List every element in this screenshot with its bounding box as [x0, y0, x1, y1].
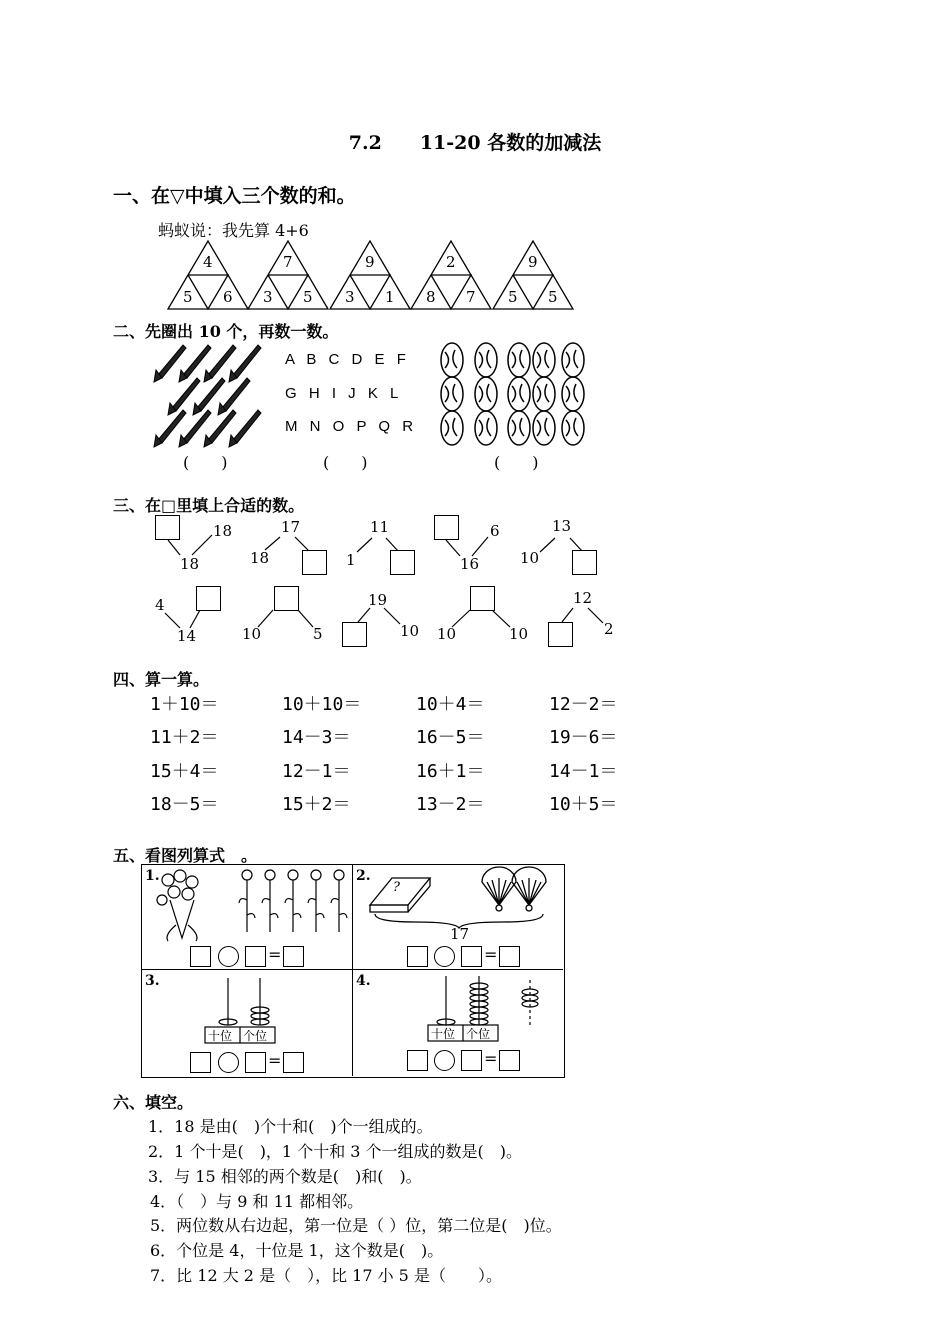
- carrot-icon: [193, 378, 225, 415]
- triangle-4: [411, 241, 491, 309]
- tri2-left: 3: [263, 288, 273, 306]
- calc-r2c3: 16－5＝: [416, 727, 485, 748]
- calc-r1c1: 1＋10＝: [150, 694, 219, 715]
- bond8-top: 19: [368, 591, 388, 609]
- triangle-2: [248, 241, 328, 309]
- bond3-top: 11: [370, 518, 390, 536]
- section-4-heading: 四、算一算。: [113, 670, 210, 689]
- bond4-a: 6: [490, 522, 500, 540]
- bond9-left: 10: [437, 625, 457, 643]
- p3-box-2[interactable]: [245, 1052, 266, 1073]
- panel-1-label: 1.: [145, 868, 160, 884]
- section-6-heading: 六、填空。: [113, 1093, 194, 1112]
- bond1-a: 18: [213, 522, 233, 540]
- tri3-top: 9: [365, 253, 375, 271]
- p4-box-3[interactable]: [499, 1050, 520, 1071]
- tens-label-4: 十位: [431, 1027, 456, 1041]
- calc-r2c2: 14－3＝: [282, 727, 351, 748]
- p4-equals: =: [484, 1049, 498, 1068]
- calc-r4c1: 18－5＝: [150, 794, 219, 815]
- letters-row-3: M N O P Q R: [285, 418, 418, 435]
- p2-box-3[interactable]: [499, 946, 520, 967]
- bond2-left: 18: [250, 549, 270, 567]
- bond7-right: 5: [313, 625, 323, 643]
- tri5-top: 9: [528, 253, 538, 271]
- carrot-icon: [154, 410, 186, 447]
- calc-r3c3: 16＋1＝: [416, 761, 485, 782]
- p1-box-2[interactable]: [245, 946, 266, 967]
- tri3-right: 1: [385, 288, 395, 306]
- total-17: 17: [450, 925, 470, 943]
- p2-box-1[interactable]: [407, 946, 428, 967]
- peanut-icon: [562, 411, 584, 445]
- calc-r3c4: 14－1＝: [549, 761, 618, 782]
- bond10-top: 12: [573, 589, 593, 607]
- ant-hint: 蚂蚁说：我先算 4+6: [158, 221, 309, 240]
- calc-r3c1: 15＋4＝: [150, 761, 219, 782]
- tri5-left: 5: [508, 288, 518, 306]
- triangle-3: [330, 241, 410, 309]
- section-2-heading: 二、先圈出 10 个，再数一数。: [113, 322, 339, 341]
- calc-r4c2: 15＋2＝: [282, 794, 351, 815]
- bond7-box[interactable]: [274, 586, 299, 611]
- tri5-right: 5: [548, 288, 558, 306]
- peanut-icon: [508, 343, 530, 377]
- tri2-right: 5: [303, 288, 313, 306]
- carrot-icon: [179, 345, 211, 382]
- p4-operator-circle[interactable]: [434, 1050, 455, 1071]
- bond1-box[interactable]: [155, 515, 180, 540]
- fill-item-1: 1．18 是由( )个十和( )个一组成的。: [148, 1117, 433, 1136]
- fill-item-2: 2．1 个十是( )，1 个十和 3 个一组成的数是( )。: [148, 1142, 523, 1161]
- fill-item-6: 6．个位是 4，十位是 1，这个数是( )。: [150, 1241, 444, 1260]
- triangle-1: [168, 241, 248, 309]
- letters-row-2: G H I J K L: [285, 385, 403, 402]
- bond7-left: 10: [242, 625, 262, 643]
- tri1-right: 6: [223, 288, 233, 306]
- bond1-b: 18: [180, 555, 200, 573]
- bond5-top: 13: [552, 517, 572, 535]
- fill-item-4: 4．（ ）与 9 和 11 都相邻。: [150, 1192, 364, 1211]
- bond4-b: 16: [460, 555, 480, 573]
- bond9-right: 10: [509, 625, 529, 643]
- letters-row-1: A B C D E F: [285, 351, 410, 368]
- p1-box-3[interactable]: [283, 946, 304, 967]
- tri3-left: 3: [345, 288, 355, 306]
- bond8-box[interactable]: [342, 622, 367, 647]
- ones-label-3: 个位: [243, 1029, 268, 1043]
- bond9-box[interactable]: [470, 586, 495, 611]
- answer-paren-letters[interactable]: ( ): [323, 453, 368, 472]
- p3-equals: =: [268, 1051, 282, 1070]
- triangle-5: [493, 241, 573, 309]
- picture-grid: [141, 864, 565, 1078]
- peanut-icon: [562, 343, 584, 377]
- p1-equals: =: [268, 945, 282, 964]
- panel-2-label: 2.: [356, 868, 371, 884]
- panel-4-label: 4.: [356, 973, 371, 989]
- bond5-box[interactable]: [572, 550, 597, 575]
- section-3-heading: 三、在□里填上合适的数。: [113, 496, 305, 515]
- peanut-icon: [508, 377, 530, 411]
- carrot-icon: [204, 345, 236, 382]
- carrot-icon: [154, 345, 186, 382]
- bond6-a: 4: [155, 596, 165, 614]
- calc-r2c1: 11＋2＝: [150, 727, 219, 748]
- p2-operator-circle[interactable]: [434, 946, 455, 967]
- tens-label-3: 十位: [208, 1029, 233, 1043]
- carrot-icon: [168, 378, 200, 415]
- p2-equals: =: [484, 945, 498, 964]
- fill-item-7: 7．比 12 大 2 是（ ），比 17 小 5 是（ ）。: [150, 1266, 502, 1285]
- bond2-box[interactable]: [302, 550, 327, 575]
- peanut-icon: [475, 411, 497, 445]
- tri4-top: 2: [446, 253, 456, 271]
- calc-r4c4: 10＋5＝: [549, 794, 618, 815]
- peanut-icon: [441, 377, 463, 411]
- p1-box-1[interactable]: [190, 946, 211, 967]
- p4-box-2[interactable]: [461, 1050, 482, 1071]
- calc-r2c4: 19－6＝: [549, 727, 618, 748]
- peanut-icon: [475, 377, 497, 411]
- tri1-top: 4: [203, 253, 213, 271]
- carrot-icon: [204, 410, 236, 447]
- bond8-right: 10: [400, 622, 420, 640]
- carrot-icon: [179, 410, 211, 447]
- carrot-icon: [218, 378, 250, 415]
- section-5-heading: 五、看图列算式 。: [113, 846, 258, 865]
- bond10-box[interactable]: [548, 622, 573, 647]
- peanut-icon: [475, 343, 497, 377]
- p1-operator-circle[interactable]: [218, 946, 239, 967]
- calc-r1c4: 12－2＝: [549, 694, 618, 715]
- peanut-icon: [533, 411, 555, 445]
- answer-paren-carrots[interactable]: ( ): [183, 453, 228, 472]
- bond6-b: 14: [177, 627, 197, 645]
- answer-paren-peanuts[interactable]: ( ): [494, 453, 539, 472]
- tri4-left: 8: [426, 288, 436, 306]
- page-title: 7.2 11-20 各数的加减法: [348, 132, 602, 154]
- book-question: ?: [393, 880, 400, 895]
- bond3-left: 1: [346, 551, 356, 569]
- peanut-icon: [533, 343, 555, 377]
- fill-item-5: 5．两位数从右边起，第一位是（ ）位，第二位是( )位。: [150, 1216, 562, 1235]
- peanut-icon: [441, 343, 463, 377]
- bond2-top: 17: [281, 518, 301, 536]
- calc-r1c3: 10＋4＝: [416, 694, 485, 715]
- grid-hdivider: [141, 969, 563, 970]
- section-1-heading: 一、在▽中填入三个数的和。: [113, 185, 356, 207]
- p2-box-2[interactable]: [461, 946, 482, 967]
- calc-r1c2: 10＋10＝: [282, 694, 362, 715]
- bond10-right: 2: [604, 620, 614, 638]
- panel-3-label: 3.: [145, 973, 160, 989]
- bond5-left: 10: [520, 549, 540, 567]
- tri1-left: 5: [183, 288, 193, 306]
- calc-r3c2: 12－1＝: [282, 761, 351, 782]
- carrot-icon: [229, 345, 261, 382]
- p3-box-1[interactable]: [190, 1052, 211, 1073]
- bond4-box[interactable]: [434, 515, 459, 540]
- ones-label-4: 个位: [466, 1027, 491, 1041]
- tri4-right: 7: [466, 288, 476, 306]
- bond6-box[interactable]: [196, 586, 221, 611]
- grid-vdivider: [352, 864, 353, 1076]
- tri2-top: 7: [283, 253, 293, 271]
- p3-operator-circle[interactable]: [218, 1052, 239, 1073]
- peanut-icon: [533, 377, 555, 411]
- bond3-box[interactable]: [390, 550, 415, 575]
- fill-item-3: 3．与 15 相邻的两个数是( )和( )。: [148, 1167, 422, 1186]
- calc-r4c3: 13－2＝: [416, 794, 485, 815]
- p3-box-3[interactable]: [283, 1052, 304, 1073]
- peanut-icon: [441, 411, 463, 445]
- peanut-icon: [562, 377, 584, 411]
- p4-box-1[interactable]: [407, 1050, 428, 1071]
- carrot-icon: [229, 410, 261, 447]
- peanut-icon: [508, 411, 530, 445]
